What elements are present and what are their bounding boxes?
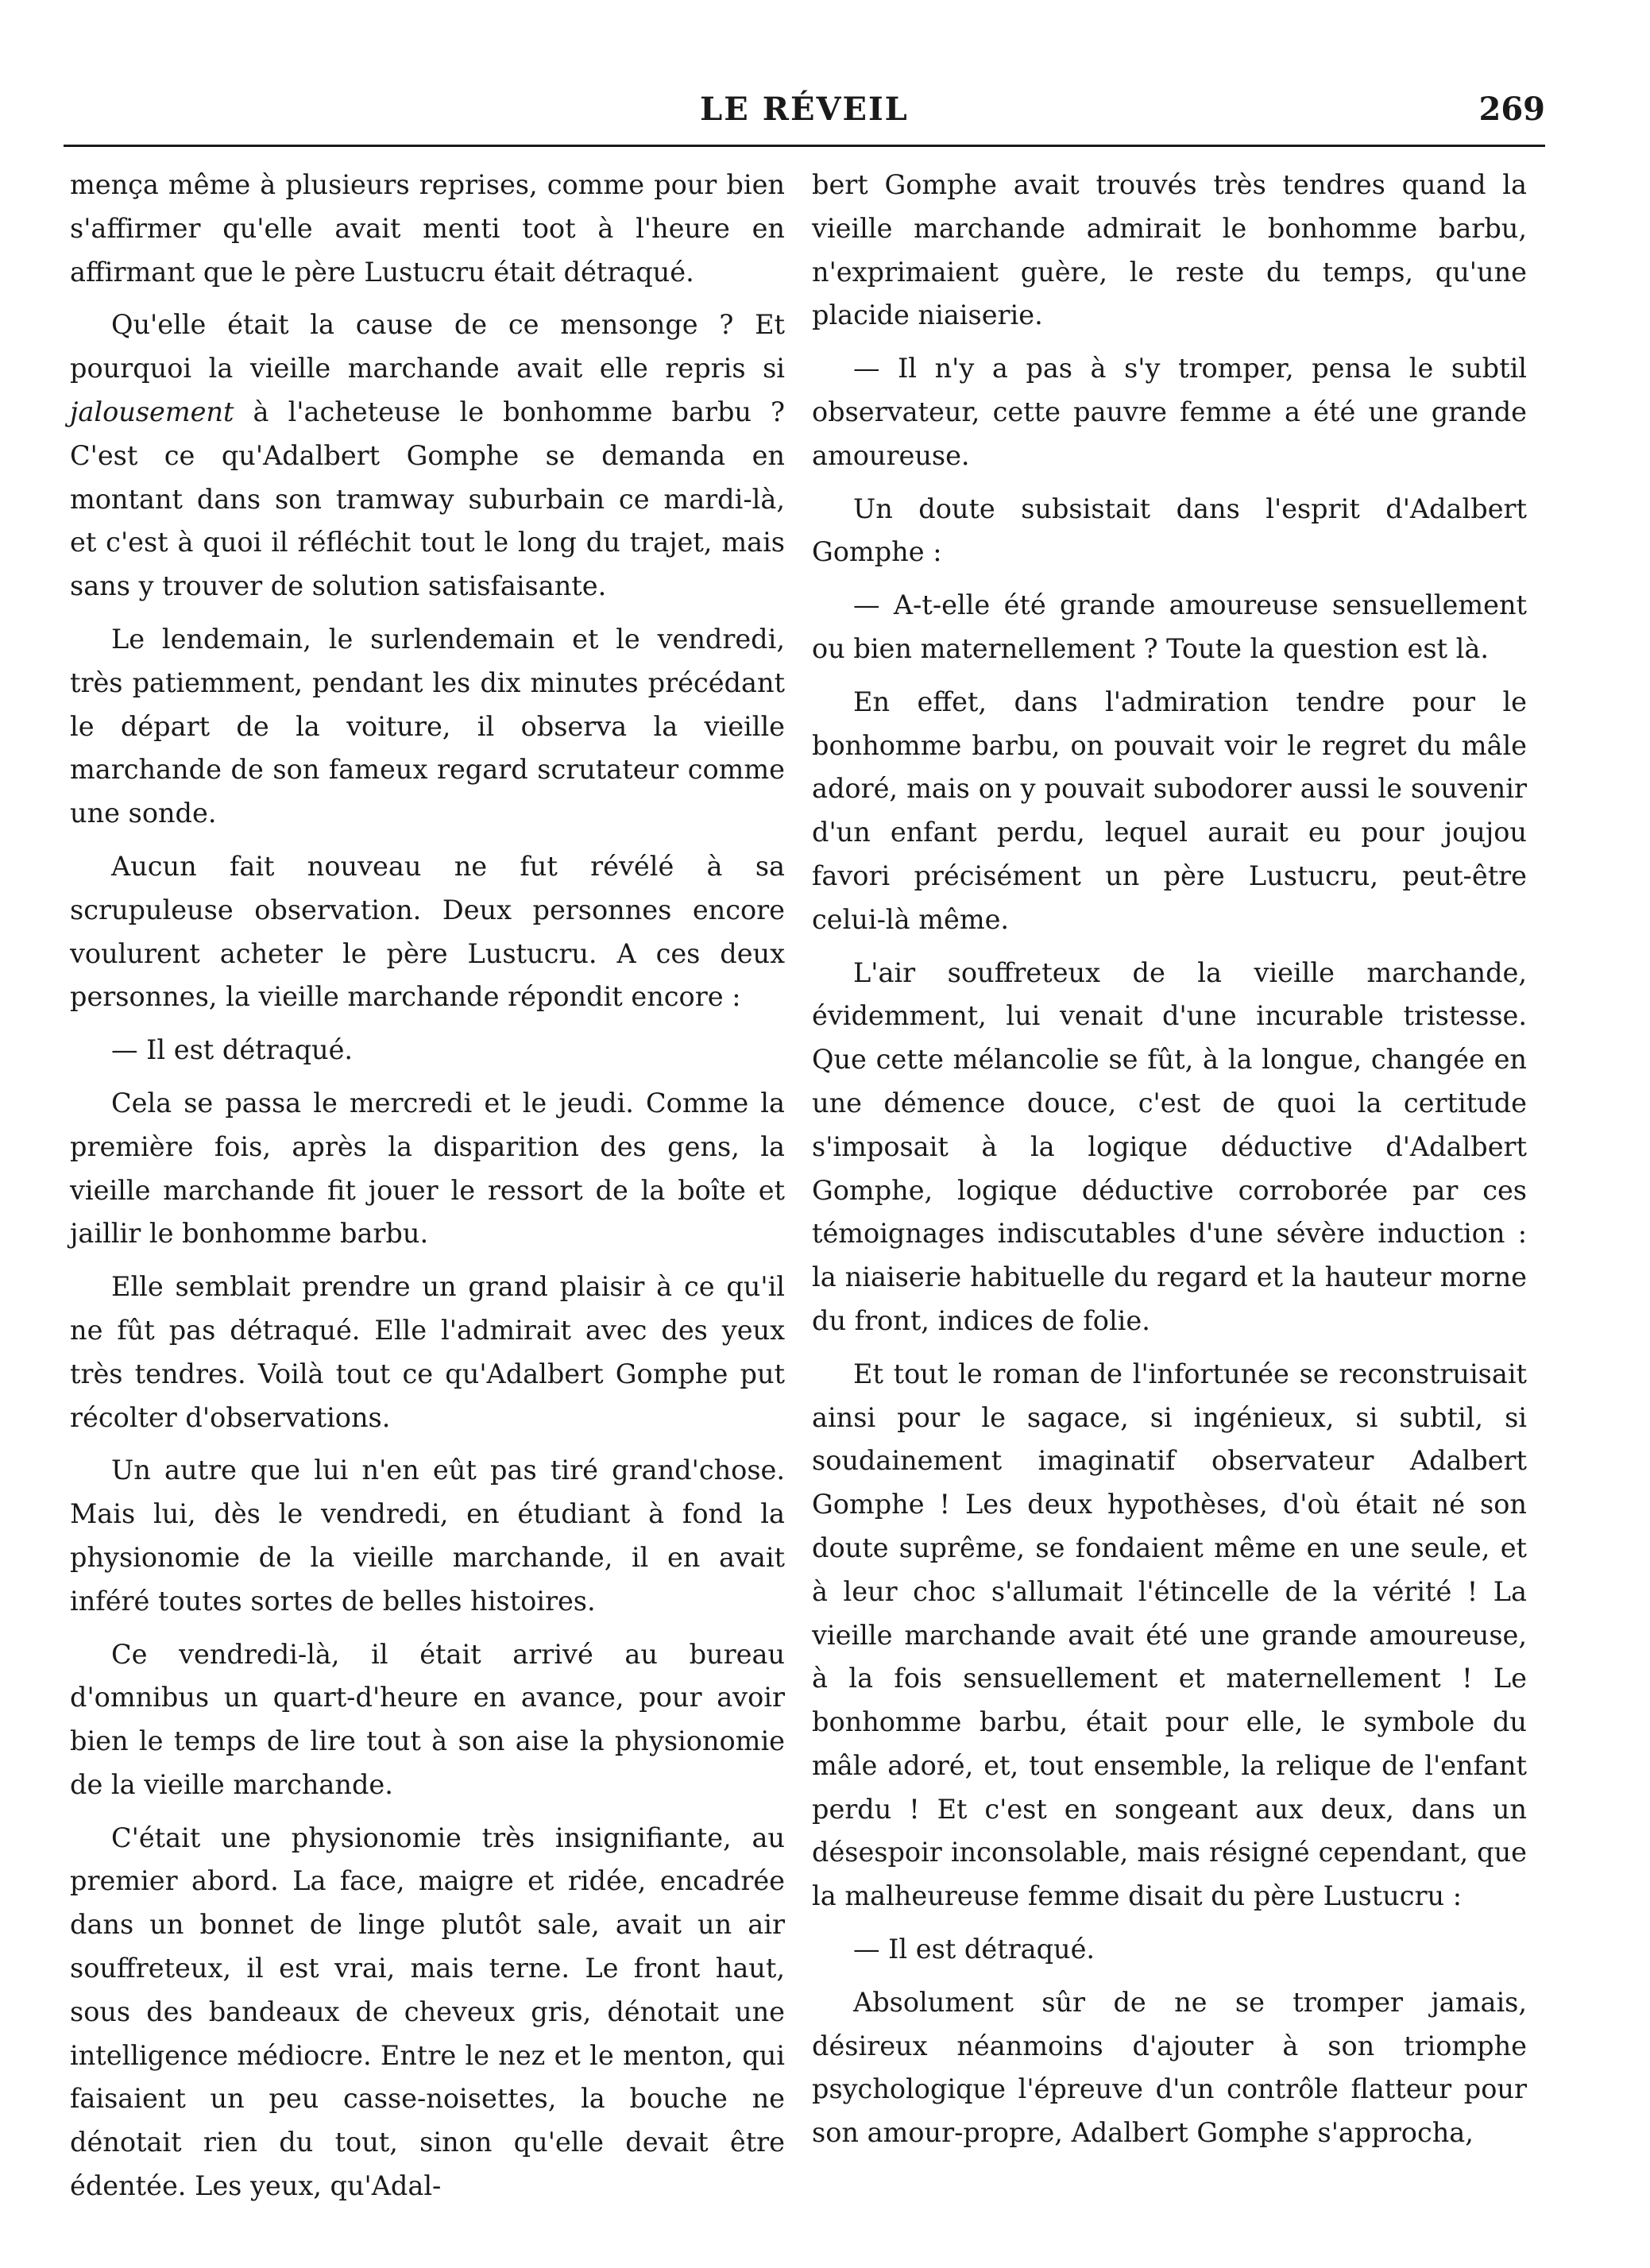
page-number: 269 — [1478, 91, 1545, 128]
paragraph: Un autre que lui n'en eût pas tiré grand'chose. Mais lui, dès le vendredi, en étudiant à fond la physionomie de la vieille marchande, il en avait inféré toutes sortes de belles histoires. — [70, 1455, 785, 1617]
paragraph: Le lendemain, le surlendemain et le vendredi, très patiemment, pendant les dix minutes précédant le départ de la voiture, il observa la vieille marchande de son fameux regard scrutateur comme une sonde. — [70, 623, 785, 829]
paragraph: Aucun fait nouveau ne fut révélé à sa scrupuleuse observation. Deux personnes encore voulurent acheter le père Lustucru. A ces deux personnes, la vieille marchande répondit encore : — [70, 850, 785, 1013]
paragraph: Elle semblait prendre un grand plaisir à ce qu'il ne fût pas détraqué. Elle l'admirait avec des yeux très tendres. Voilà tout ce qu'Adalbert Gomphe put récolter d'observations. — [70, 1271, 785, 1433]
paragraph-text: Qu'elle était la cause de ce mensonge ? Et pourquoi la vieille marchande avait elle repris si — [70, 309, 785, 384]
paragraph: Et tout le roman de l'infortunée se reconstruisait ainsi pour le sagace, si ingénieux, si subtil, si soudainement imaginatif observateur Adalbert Gomphe ! Les deux hypothèses, d'où était né son doute suprême, se fondaient même en une seule, et à leur choc s'allumait l'étincelle de la vérité ! La vieille marchande avait été une grande amoureuse, à la fois sensuellement et maternellement ! Le bonhomme barbu, était pour elle, le symbole du mâle adoré, et, tout ensemble, la relique de l'enfant perdu ! Et c'est en songeant aux deux, dans un désespoir inconsolable, mais résigné cependant, que la malheureuse femme disait du père Lustucru : — [812, 1358, 1527, 1912]
left-column — [70, 164, 785, 2218]
paragraph: Absolument sûr de ne se tromper jamais, désireux néanmoins d'ajouter à son triomphe psychologique l'épreuve d'un contrôle flatteur pour son amour-propre, Adalbert Gomphe s'approcha, — [812, 1986, 1527, 2149]
dialogue-line: — Il est détraqué. — [853, 1934, 1095, 1965]
dialogue-line: — Il n'y a pas à s'y tromper, pensa le subtil observateur, cette pauvre femme a été une grande amoureuse. — [812, 353, 1527, 471]
paragraph-text: à l'acheteuse le bonhomme barbu ? C'est ce qu'Adalbert Gomphe se demanda en montant dans son tramway suburbain ce mardi-là, et c'est à quoi il réfléchit tout le long du trajet, mais sans y trouver de solution satisfaisante. — [70, 396, 785, 602]
paragraph: C'était une physionomie très insignifiante, au premier abord. La face, maigre et ridée, encadrée dans un bonnet de linge plutôt sale, avait un air souffreteux, il est vrai, mais terne. Le front haut, sous des bandeaux de cheveux gris, dénotait une intelligence médiocre. Entre le nez et le menton, qui faisaient un peu casse-noisettes, la bouche ne dénotait rien du tout, sinon qu'elle devait être édentée. Les yeux, qu'Adal- — [70, 1822, 785, 2202]
paragraph: Cela se passa le mercredi et le jeudi. Comme la première fois, après la disparition des gens, la vieille marchande fit jouer le ressort de la boîte et jaillir le bonhomme barbu. — [70, 1087, 785, 1250]
paragraph: bert Gomphe avait trouvés très tendres quand la vieille marchande admirait le bonhomme barbu, n'exprimaient guère, le reste du temps, qu'une placide niaiserie. — [812, 169, 1527, 331]
paragraph: Ce vendredi-là, il était arrivé au bureau d'omnibus un quart-d'heure en avance, pour avoir bien le temps de lire tout à son aise la physionomie de la vieille marchande. — [70, 1638, 785, 1800]
paragraph: mença même à plusieurs reprises, comme pour bien s'affirmer qu'elle avait menti toot à l'heure en affirmant que le père Lustucru était détraqué. — [70, 169, 785, 288]
right-column — [812, 164, 1527, 2165]
paragraph: L'air souffreteux de la vieille marchande, évidemment, lui venait d'une incurable tristesse. Que cette mélancolie se fût, à la longue, changée en une démence douce, c'est de quoi la certitude s'imposait à la logique déductive d'Adalbert Gomphe, logique déductive corroborée par ces témoignages indiscutables d'une sévère induction : la niaiserie habituelle du regard et la hauteur morne du front, indices de folie. — [812, 956, 1527, 1336]
journal-title: LE RÉVEIL — [700, 91, 909, 128]
paragraph — [70, 303, 785, 609]
dialogue-line: — A-t-elle été grande amoureuse sensuellement ou bien maternellement ? Toute la question est là. — [812, 589, 1527, 664]
paragraph: En effet, dans l'admiration tendre pour le bonhomme barbu, on pouvait voir le regret du mâle adoré, mais on y pouvait subodorer aussi le souvenir d'un enfant perdu, lequel aurait eu pour joujou favori précisément un père Lustucru, peut-être celui-là même. — [812, 686, 1527, 935]
dialogue-line: — Il est détraqué. — [111, 1034, 354, 1066]
emphasis: jalousement — [70, 396, 234, 427]
paragraph: Un doute subsistait dans l'esprit d'Adalbert Gomphe : — [812, 493, 1527, 568]
running-head — [64, 86, 1545, 141]
header-rule — [64, 145, 1545, 147]
